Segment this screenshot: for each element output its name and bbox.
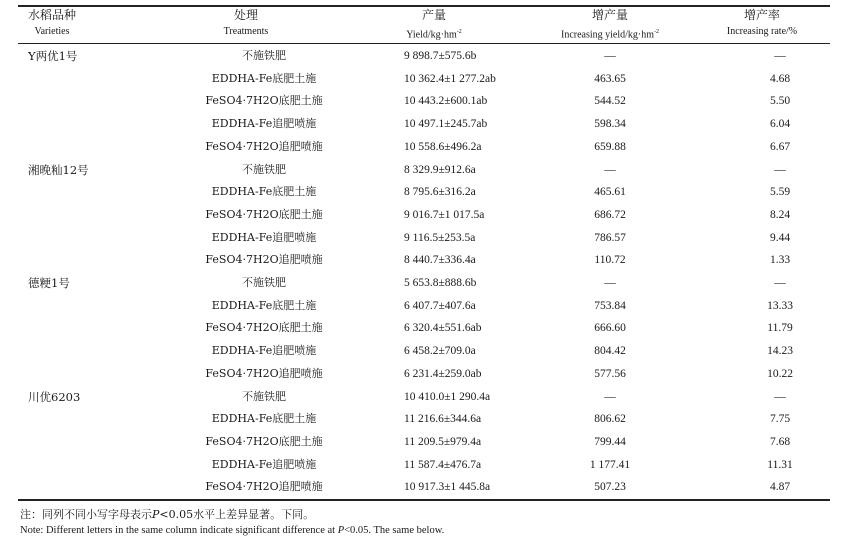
cell-yield: 10 917.3±1 445.8a: [404, 481, 491, 494]
header-variety-zh: 水稻品种: [27, 8, 76, 22]
cell-yield: 10 410.0±1 290.4a: [404, 390, 491, 403]
table-row: [18, 90, 830, 113]
cell-rate: 8.24: [769, 208, 791, 221]
cell-treatment: FeSO4·7H2O底肥土施: [205, 94, 323, 108]
header-increase-en-text: Increasing yield/kg·hm: [560, 29, 655, 41]
cell-rate: —: [774, 50, 786, 62]
cell-yield: 11 209.5±979.4a: [404, 435, 482, 448]
cell-rate: —: [774, 163, 786, 176]
table-row: [18, 272, 830, 295]
cell-treatment: EDDHA-Fe追肥喷施: [211, 344, 317, 358]
cell-increase: —: [604, 50, 616, 62]
header-variety-en: Varieties: [34, 26, 70, 37]
cell-increase: 753.84: [594, 299, 626, 312]
header-yield-en-text: Yield/kg·hm: [406, 29, 457, 41]
cell-yield: 6 231.4±259.0ab: [404, 367, 482, 380]
cell-yield: 9 898.7±575.6b: [404, 50, 477, 62]
cell-increase: —: [604, 390, 616, 403]
cell-treatment: FeSO4·7H2O底肥土施: [205, 207, 323, 221]
cell-increase: 465.61: [594, 186, 626, 199]
header-yield-sup: -2: [456, 29, 462, 35]
cell-increase: 598.34: [594, 118, 626, 131]
cell-treatment: FeSO4·7H2O底肥土施: [205, 321, 323, 335]
header-variety: [22, 7, 82, 43]
header-rate: [712, 7, 812, 43]
cell-yield: 5 653.8±888.6b: [404, 277, 477, 289]
table-row: [18, 249, 830, 272]
cell-increase: 507.23: [594, 481, 626, 494]
cell-rate: 4.68: [769, 72, 791, 85]
cell-rate: 14.23: [767, 345, 793, 358]
table-row: [18, 204, 830, 227]
header-rate-en: Increasing rate/%: [726, 26, 798, 37]
cell-rate: 11.79: [767, 322, 793, 335]
cell-increase: 659.88: [594, 140, 626, 153]
cell-yield: 8 329.9±912.6a: [404, 163, 476, 176]
cell-increase: 1 177.41: [589, 458, 631, 471]
table-row: [18, 317, 830, 340]
cell-treatment: EDDHA-Fe追肥喷施: [211, 230, 317, 244]
cell-increase: —: [604, 163, 616, 176]
note-zh-prefix: 注：同列不同小写字母表示: [20, 508, 152, 521]
cell-rate: 6.04: [769, 118, 791, 131]
cell-rate: 5.50: [769, 95, 791, 108]
note-zh-suffix: <0.05水平上差异显著。下同。: [159, 508, 315, 521]
cell-rate: —: [774, 277, 786, 289]
cell-rate: 1.33: [769, 254, 791, 267]
cell-increase: —: [604, 277, 616, 289]
cell-treatment: 不施铁肥: [242, 389, 286, 403]
cell-increase: 799.44: [594, 435, 626, 448]
cell-increase: 110.72: [594, 254, 626, 267]
header-treatment: [186, 7, 306, 43]
cell-variety: 德粳1号: [28, 276, 70, 290]
table-row: [18, 136, 830, 159]
cell-treatment: 不施铁肥: [242, 162, 286, 176]
cell-increase: 804.42: [594, 345, 626, 358]
cell-rate: 4.87: [769, 481, 791, 494]
cell-treatment: 不施铁肥: [242, 49, 286, 62]
cell-rate: 5.59: [769, 186, 791, 199]
cell-increase: 544.52: [594, 95, 626, 108]
table-row: [18, 295, 830, 318]
table-row: [18, 159, 830, 182]
cell-increase: 577.56: [594, 367, 626, 380]
table-row: [18, 454, 830, 477]
cell-yield: 11 216.6±344.6a: [404, 413, 482, 426]
cell-rate: 13.33: [767, 299, 793, 312]
cell-variety: 川优6203: [28, 389, 81, 404]
cell-treatment: EDDHA-Fe底肥土施: [211, 185, 317, 199]
cell-rate: 6.67: [769, 140, 791, 153]
header-yield-zh: 产量: [421, 8, 446, 22]
cell-yield: 8 795.6±316.2a: [404, 186, 476, 199]
table-row: [18, 386, 830, 409]
cell-variety: 湘晚籼12号: [28, 162, 89, 177]
cell-treatment: EDDHA-Fe追肥喷施: [211, 457, 317, 471]
cell-increase: 463.65: [594, 72, 626, 85]
cell-yield: 10 362.4±1 277.2ab: [404, 72, 496, 85]
table-row: [18, 113, 830, 136]
table-row: [18, 363, 830, 386]
cell-yield: 6 320.4±551.6ab: [404, 322, 482, 335]
cell-treatment: EDDHA-Fe底肥土施: [211, 412, 317, 426]
table-row: [18, 476, 830, 499]
note-zh: [20, 506, 314, 522]
table-row: [18, 340, 830, 363]
note-en-p: P: [337, 525, 345, 536]
cell-treatment: FeSO4·7H2O追肥喷施: [205, 139, 323, 153]
note-en-suffix: <0.05. The same below.: [344, 525, 445, 536]
table-row: [18, 431, 830, 454]
cell-treatment: EDDHA-Fe底肥土施: [211, 298, 317, 312]
cell-yield: 8 440.7±336.4a: [404, 254, 476, 267]
header-rate-zh: 增产率: [743, 8, 780, 22]
cell-yield: 10 443.2±600.1ab: [404, 95, 488, 108]
cell-rate: 7.75: [769, 413, 791, 426]
cell-variety: Y两优1号: [28, 49, 78, 63]
cell-treatment: FeSO4·7H2O底肥土施: [205, 434, 323, 448]
cell-treatment: EDDHA-Fe底肥土施: [211, 71, 317, 85]
cell-rate: 9.44: [769, 231, 791, 244]
header-treatment-en: Treatments: [223, 26, 269, 37]
table-bottom-rule: [18, 499, 830, 501]
table-row: [18, 408, 830, 431]
cell-yield: 6 407.7±407.6a: [404, 299, 476, 312]
cell-rate: 7.68: [769, 435, 791, 448]
cell-rate: 10.22: [767, 367, 793, 380]
table-row: [18, 227, 830, 250]
cell-yield: 9 116.5±253.5a: [404, 231, 476, 244]
cell-yield: 10 497.1±245.7ab: [404, 118, 488, 131]
header-increase: [540, 7, 680, 43]
table-row: [18, 45, 830, 68]
header-yield-en: [384, 24, 484, 43]
cell-yield: 6 458.2±709.0a: [404, 345, 476, 358]
header-increase-en: [540, 24, 680, 43]
cell-treatment: FeSO4·7H2O追肥喷施: [205, 366, 323, 380]
cell-increase: 666.60: [594, 322, 626, 335]
note-en-prefix: Note: Different letters in the same column indicate significant difference at: [20, 525, 336, 536]
note-zh-p: P: [152, 508, 160, 521]
cell-increase: 806.62: [594, 413, 626, 426]
cell-rate: —: [774, 390, 786, 403]
header-increase-zh: 增产量: [591, 8, 628, 22]
cell-increase: 786.57: [594, 231, 626, 244]
cell-yield: 10 558.6±496.2a: [404, 140, 482, 153]
header-increase-sup: -2: [654, 29, 660, 35]
cell-rate: 11.31: [767, 458, 793, 471]
cell-treatment: FeSO4·7H2O追肥喷施: [205, 480, 323, 494]
cell-yield: 9 016.7±1 017.5a: [404, 208, 485, 221]
cell-treatment: 不施铁肥: [242, 276, 286, 289]
cell-treatment: FeSO4·7H2O追肥喷施: [205, 253, 323, 267]
cell-yield: 11 587.4±476.7a: [404, 458, 482, 471]
header-treatment-zh: 处理: [233, 8, 258, 22]
table-row: [18, 181, 830, 204]
note-en: [20, 525, 444, 536]
table-row: [18, 68, 830, 91]
cell-treatment: EDDHA-Fe追肥喷施: [211, 117, 317, 131]
header-yield: [384, 7, 484, 43]
cell-increase: 686.72: [594, 208, 626, 221]
